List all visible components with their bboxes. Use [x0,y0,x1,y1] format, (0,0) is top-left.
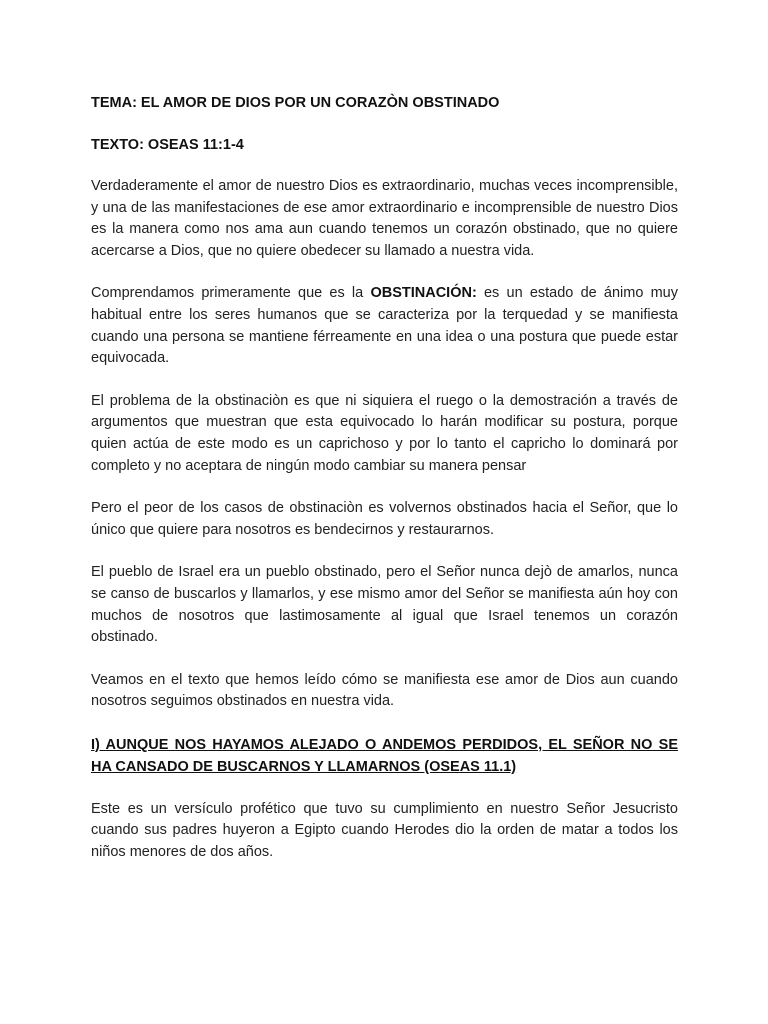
paragraph-israel: El pueblo de Israel era un pueblo obstinado, pero el Señor nunca dejò de amarlos, nunca se canso de buscarlos y llamarlos, y ese mismo amor del Señor se manifiesta aún hoy con muchos de nosotros que lastimosamente al igual que Israel tenemos un corazón obstinado. [91,564,678,646]
paragraph-obstinacy-definition [91,283,678,369]
document-page [91,92,678,864]
paragraph-obstinacy-problem: El problema de la obstinaciòn es que ni siquiera el ruego o la demostración a través de argumentos que muestran que esta equivocado lo harán modificar su postura, porque quien actúa de este modo es un caprichoso y por lo tanto el capricho lo dominará por completo y no aceptara de ningún modo cambiar su manera pensar [91,392,678,474]
paragraph-let-us-see: Veamos en el texto que hemos leído cómo se manifiesta ese amor de Dios aun cuando nosotros seguimos obstinados en nuestra vida. [91,671,678,710]
paragraph-intro: Verdaderamente el amor de nuestro Dios es extraordinario, muchas veces incomprensible, y una de las manifestaciones de ese amor extraordinario e incomprensible de nuestro Dios es la manera como nos ama aun cuando tenemos un corazón obstinado, que no quiere acercarse a Dios, que no quiere obedecer su llamado a nuestra vida. [91,178,678,259]
topic-heading: TEMA: EL AMOR DE DIOS POR UN CORAZÒN OBSTINADO [91,95,500,111]
scripture-heading: TEXTO: OSEAS 11:1-4 [91,137,244,153]
paragraph-text-after: es un estado de ánimo muy habitual entre los seres humanos que se caracteriza por la terquedad y se manifiesta cuando una persona se mantiene férreamente en una idea o una postura que puede estar equivocada. [91,285,679,367]
paragraph-prophetic-verse: Este es un versículo profético que tuvo su cumplimiento en nuestro Señor Jesucristo cuando sus padres huyeron a Egipto cuando Herodes dio la orden de matar a todos los niños menores de dos años. [91,800,678,861]
section-heading-1: I) AUNQUE NOS HAYAMOS ALEJADO O ANDEMOS PERDIDOS, EL SEÑOR NO SE HA CANSADO DE BUSCARNOS Y LLAMARNOS (OSEAS 11.1) [91,736,678,775]
paragraph-worst-case: Pero el peor de los casos de obstinaciòn es volvernos obstinados hacia el Señor, que lo único que quiere para nosotros es bendecirnos y restaurarnos. [91,500,678,538]
defined-term: OBSTINACIÓN: [370,285,477,302]
paragraph-text-before: Comprendamos primeramente que es la [91,285,371,302]
